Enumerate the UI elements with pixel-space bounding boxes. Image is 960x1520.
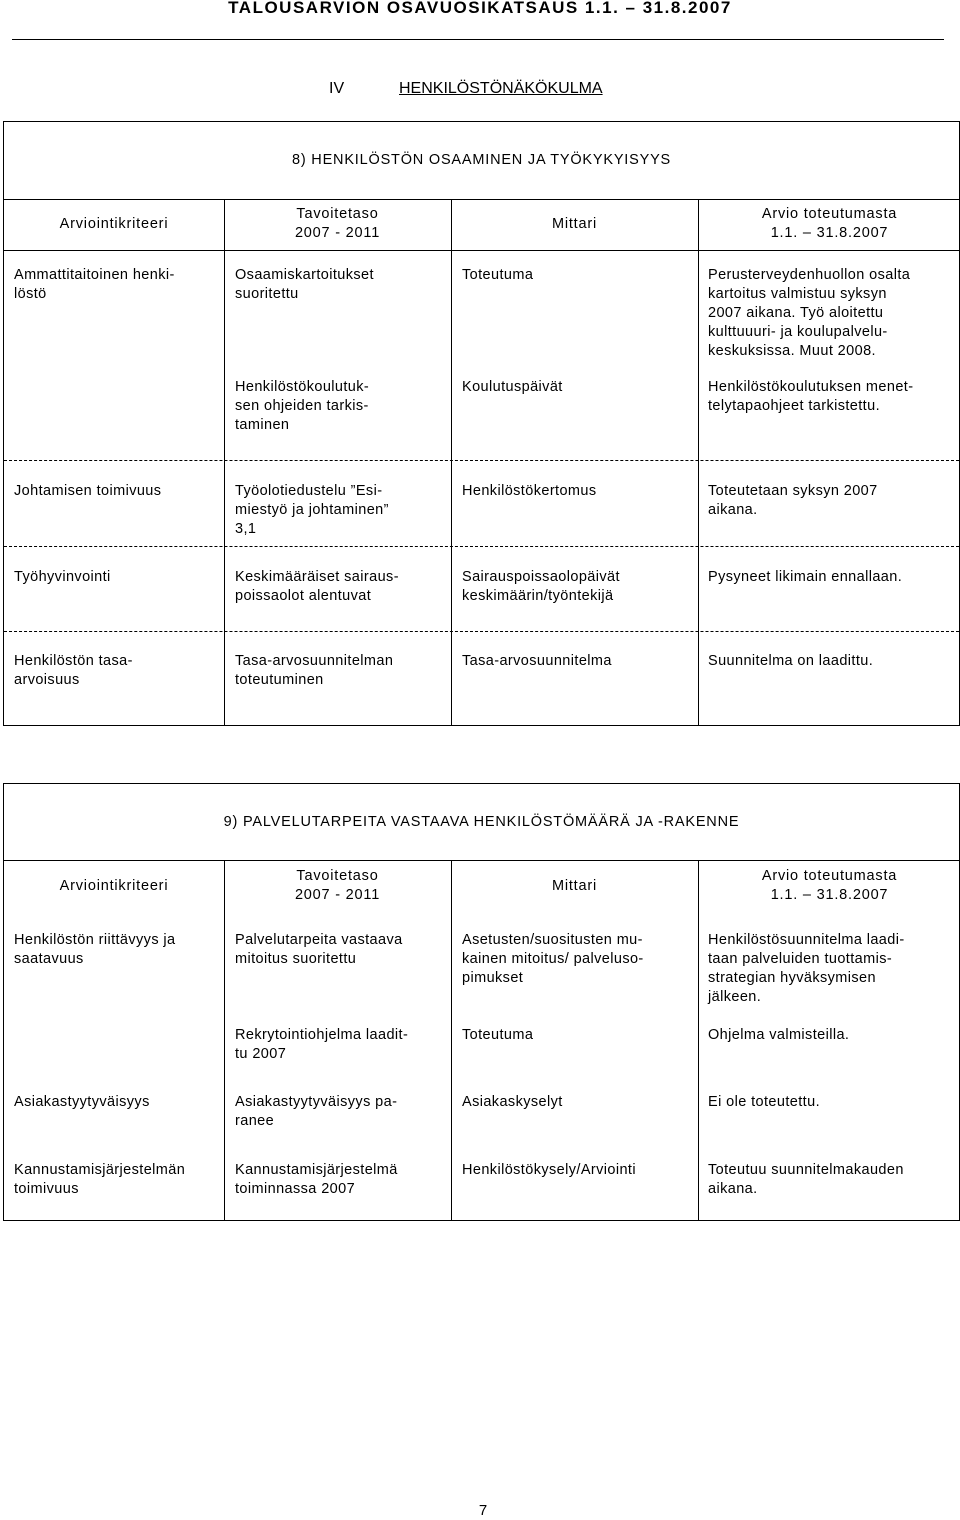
table-cell	[235, 1026, 408, 1064]
cell-line: kainen mitoitus/ palveluso-	[462, 951, 644, 967]
cell-line: sen ohjeiden tarkis-	[235, 398, 369, 414]
table-cell	[14, 931, 176, 969]
cell-line: Suunnitelma on laadittu.	[708, 653, 874, 669]
cell-line: Johtamisen toimivuus	[14, 483, 162, 499]
cell-line: Asiakastyytyväisyys	[14, 1094, 150, 1110]
table-cell	[14, 1161, 185, 1199]
cell-line: telytapaohjeet tarkistettu.	[708, 398, 881, 414]
cell-line: Toteutuma	[462, 1027, 534, 1043]
section-number: IV	[329, 80, 345, 97]
cell-line: pimukset	[462, 970, 524, 986]
column-divider	[698, 199, 699, 726]
column-header-target: Tavoitetaso	[296, 868, 379, 884]
table-cell	[14, 1093, 150, 1112]
cell-line: taminen	[235, 417, 290, 433]
table-cell	[708, 378, 913, 416]
column-divider	[698, 860, 699, 1220]
cell-line: Keskimääräiset sairaus-	[235, 569, 399, 585]
table-cell	[708, 266, 910, 361]
row-divider	[4, 546, 959, 547]
table-cell	[14, 652, 133, 690]
column-header-assessment: Arvio toteutumasta	[761, 206, 898, 222]
table-cell	[235, 568, 399, 606]
table-cell	[462, 568, 620, 606]
cell-line: Tasa-arvosuunnitelman	[235, 653, 394, 669]
table-title: 9) PALVELUTARPEITA VASTAAVA HENKILÖSTÖMÄÄRÄ JA -RAKENNE	[4, 784, 959, 861]
column-header	[698, 867, 960, 905]
row-divider	[4, 631, 959, 632]
table-cell	[14, 568, 111, 587]
section-title: HENKILÖSTÖNÄKÖKULMA	[399, 80, 603, 97]
cell-line: Asiakastyytyväisyys pa-	[235, 1094, 398, 1110]
column-divider	[224, 860, 225, 1220]
table-cell	[462, 1161, 636, 1180]
cell-line: Henkilöstökysely/Arviointi	[462, 1162, 636, 1178]
table-cell	[235, 1093, 397, 1131]
page-number: 7	[478, 1502, 488, 1519]
column-divider	[451, 860, 452, 1220]
column-header-target-period: 2007 - 2011	[294, 887, 381, 903]
cell-line: miestyö ja johtaminen”	[235, 502, 389, 518]
cell-line: Sairauspoissaolopäivät	[462, 569, 620, 585]
cell-line: Työolotiedustelu ”Esi-	[235, 483, 383, 499]
table-cell	[708, 568, 902, 587]
table-cell	[708, 1093, 820, 1112]
cell-line: suoritettu	[235, 286, 299, 302]
column-header	[224, 205, 451, 243]
cell-line: Henkilöstön riittävyys ja	[14, 932, 176, 948]
cell-line: Toteutuu suunnitelmakauden	[708, 1162, 904, 1178]
table-cell	[708, 652, 873, 671]
table-cell	[462, 482, 597, 501]
table-cell	[235, 482, 389, 539]
table-cell	[708, 931, 905, 1007]
cell-line: Osaamiskartoitukset	[235, 267, 374, 283]
cell-line: Kannustamisjärjestelmä	[235, 1162, 398, 1178]
table-cell	[462, 378, 563, 397]
table-competence-workability	[3, 121, 960, 726]
cell-line: toiminnassa 2007	[235, 1181, 356, 1197]
table-cell	[462, 1026, 533, 1045]
table-cell	[462, 931, 644, 988]
header-divider	[4, 250, 959, 251]
table-cell	[708, 1161, 904, 1199]
column-header-assessment: Arvio toteutumasta	[761, 868, 898, 884]
table-cell	[462, 266, 533, 285]
column-header-meter: Mittari	[551, 878, 598, 894]
column-header-assessment-period: 1.1. – 31.8.2007	[770, 225, 889, 241]
cell-line: Ammattitaitoinen henki-	[14, 267, 175, 283]
column-header-criteria: Arviointikriteeri	[59, 216, 169, 232]
cell-line: Perusterveydenhuollon osalta	[708, 267, 911, 283]
cell-line: arvoisuus	[14, 672, 80, 688]
cell-line: Pysyneet likimain ennallaan.	[708, 569, 903, 585]
cell-line: Henkilöstökoulutuksen menet-	[708, 379, 914, 395]
cell-line: saatavuus	[14, 951, 84, 967]
column-header	[451, 215, 698, 234]
cell-line: ranee	[235, 1113, 275, 1129]
cell-line: Rekrytointiohjelma laadit-	[235, 1027, 409, 1043]
cell-line: Ohjelma valmisteilla.	[708, 1027, 850, 1043]
column-header	[451, 877, 698, 896]
table-cell	[462, 1093, 563, 1112]
cell-line: Ei ole toteutettu.	[708, 1094, 820, 1110]
cell-line: kartoitus valmistuu syksyn	[708, 286, 887, 302]
column-header	[698, 205, 960, 243]
cell-line: Henkilöstökertomus	[462, 483, 597, 499]
cell-line: Henkilöstösuunnitelma laadi-	[708, 932, 905, 948]
cell-line: Palvelutarpeita vastaava	[235, 932, 403, 948]
column-header-assessment-period: 1.1. – 31.8.2007	[770, 887, 889, 903]
cell-line: Työhyvinvointi	[14, 569, 111, 585]
cell-line: Henkilöstön tasa-	[14, 653, 133, 669]
column-header	[4, 877, 224, 896]
cell-line: jälkeen.	[708, 989, 762, 1005]
cell-line: keskuksissa. Muut 2008.	[708, 343, 876, 359]
cell-line: 3,1	[235, 521, 257, 537]
table-cell	[235, 652, 393, 690]
section-heading	[0, 80, 960, 102]
cell-line: toteutuminen	[235, 672, 324, 688]
cell-line: Kannustamisjärjestelmän	[14, 1162, 186, 1178]
cell-line: Toteutuma	[462, 267, 534, 283]
cell-line: strategian hyväksymisen	[708, 970, 876, 986]
cell-line: löstö	[14, 286, 47, 302]
cell-line: Asetusten/suositusten mu-	[462, 932, 643, 948]
document-title: TALOUSARVION OSAVUOSIKATSAUS 1.1. – 31.8.2007	[228, 0, 732, 17]
row-divider	[4, 460, 959, 461]
table-cell	[235, 266, 374, 304]
column-divider	[224, 199, 225, 726]
cell-line: keskimäärin/työntekijä	[462, 588, 614, 604]
column-header-target: Tavoitetaso	[296, 206, 379, 222]
table-cell	[235, 931, 403, 969]
table-cell	[14, 482, 161, 501]
cell-line: aikana.	[708, 502, 758, 518]
column-header	[224, 867, 451, 905]
table-title: 8) HENKILÖSTÖN OSAAMINEN JA TYÖKYKYISYYS	[4, 122, 959, 200]
column-header-target-period: 2007 - 2011	[294, 225, 381, 241]
table-staffing-structure	[3, 783, 960, 1221]
cell-line: tu 2007	[235, 1046, 287, 1062]
cell-line: Tasa-arvosuunnitelma	[462, 653, 612, 669]
table-cell	[235, 1161, 398, 1199]
cell-line: 2007 aikana. Työ aloitettu	[708, 305, 884, 321]
cell-line: Koulutuspäivät	[462, 379, 563, 395]
cell-line: kulttuuuri- ja koulupalvelu-	[708, 324, 888, 340]
column-divider	[451, 199, 452, 726]
column-header	[4, 215, 224, 234]
table-cell	[14, 266, 175, 304]
table-cell	[708, 482, 878, 520]
cell-line: Asiakaskyselyt	[462, 1094, 563, 1110]
column-header-meter: Mittari	[551, 216, 598, 232]
cell-line: Toteutetaan syksyn 2007	[708, 483, 878, 499]
title-rule	[12, 39, 944, 40]
cell-line: toimivuus	[14, 1181, 79, 1197]
cell-line: poissaolot alentuvat	[235, 588, 372, 604]
cell-line: mitoitus suoritettu	[235, 951, 357, 967]
column-header-criteria: Arviointikriteeri	[59, 878, 169, 894]
cell-line: Henkilöstökoulutuk-	[235, 379, 370, 395]
table-cell	[235, 378, 369, 435]
table-cell	[708, 1026, 849, 1045]
cell-line: aikana.	[708, 1181, 758, 1197]
table-cell	[462, 652, 612, 671]
cell-line: taan palveluiden tuottamis-	[708, 951, 893, 967]
